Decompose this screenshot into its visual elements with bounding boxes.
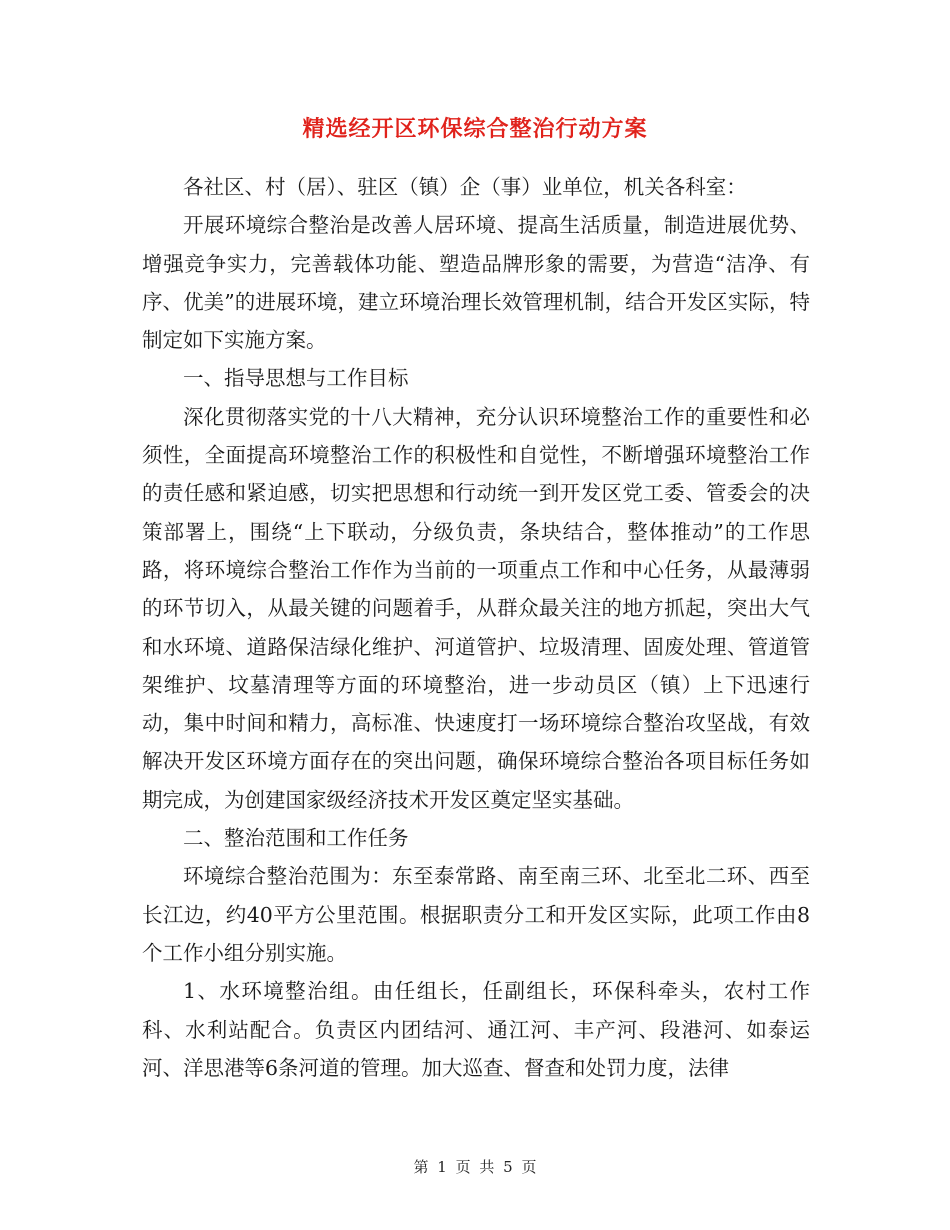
guiding-paragraph: 深化贯彻落实党的十八大精神，充分认识环境整治工作的重要性和必须性，全面提高环境整治工作的积极性和自觉性，不断增强环境整治工作的责任感和紧迫感，切实把思想和行动统一到开发区党工委、管委会的决策部署上，围绕“上下联动，分级负责，条块结合，整体推动”的工作思路，将环境综合整治工作作为当前的一项重点工作和中心任务，从最薄弱的环节切入，从最关键的问题着手，从群众最关注的地方抓起，突出大气和水环境、道路保洁绿化维护、河道管护、垃圾清理、固废处理、管道管架维护、坟墓清理等方面的环境整治，进一步动员区（镇）上下迅速行动，集中时间和精力，高标准、快速度打一场环境综合整治攻坚战，有效解决开发区环境方面存在的突出问题，确保环境综合整治各项目标任务如期完成，为创建国家级经济技术开发区奠定坚实基础。 xyxy=(142,404,810,812)
document-body xyxy=(142,168,810,1087)
water-group-paragraph: 1、水环境整治组。由任组长，任副组长，环保科牵头，农村工作科、水利站配合。负责区内团结河、通江河、丰产河、段港河、如泰运河、洋思港等6条河道的管理。加大巡查、督查和处罚力度，法律 xyxy=(142,979,810,1080)
scope-paragraph: 环境综合整治范围为：东至泰常路、南至南三环、北至北二环、西至长江边，约40平方公里范围。根据职责分工和开发区实际，此项工作由8个工作小组分别实施。 xyxy=(142,864,810,965)
section-heading-1: 一、指导思想与工作目标 xyxy=(183,366,409,391)
intro-paragraph: 开展环境综合整治是改善人居环境、提高生活质量，制造进展优势、增强竞争实力，完善载体功能、塑造品牌形象的需要，为营造“洁净、有序、优美”的进展环境，建立环境治理长效管理机制，结合开发区实际，特制定如下实施方案。 xyxy=(142,213,810,353)
page-footer: 第 1 页 共 5 页 xyxy=(413,1158,537,1176)
section-heading-2: 二、整治范围和工作任务 xyxy=(183,826,409,851)
salutation-paragraph: 各社区、村（居）、驻区（镇）企（事）业单位，机关各科室： xyxy=(183,175,747,199)
document-title: 精选经开区环保综合整治行动方案 xyxy=(302,116,648,142)
